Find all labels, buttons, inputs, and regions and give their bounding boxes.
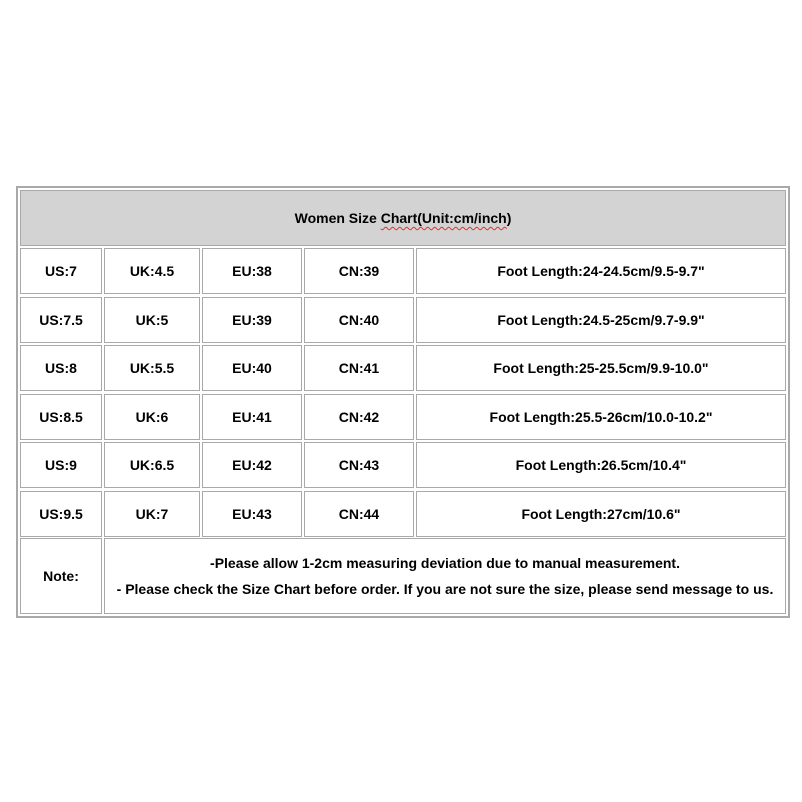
cn-size-cell: CN:43 (304, 442, 414, 488)
foot-length-cell: Foot Length:27cm/10.6" (416, 491, 786, 537)
note-line-2: - Please check the Size Chart before order. If you are not sure the size, please send message to us. (116, 581, 774, 597)
size-chart-table (16, 186, 790, 618)
note-line-1: -Please allow 1-2cm measuring deviation due to manual measurement. (210, 555, 680, 571)
eu-size-cell: EU:41 (202, 394, 302, 440)
us-size-cell: US:9.5 (20, 491, 102, 537)
cn-size-cell: CN:42 (304, 394, 414, 440)
note-text (104, 538, 786, 614)
eu-size-cell: EU:43 (202, 491, 302, 537)
size-chart-title (20, 190, 786, 246)
us-size-cell: US:7 (20, 248, 102, 294)
title-suffix: ) (506, 210, 512, 226)
note-label: Note: (20, 538, 102, 614)
cn-size-cell: CN:41 (304, 345, 414, 391)
foot-length-cell: Foot Length:24-24.5cm/9.5-9.7" (416, 248, 786, 294)
foot-length-cell: Foot Length:26.5cm/10.4" (416, 442, 786, 488)
title-prefix: Women Size (294, 210, 381, 226)
uk-size-cell: UK:5.5 (104, 345, 200, 391)
us-size-cell: US:8 (20, 345, 102, 391)
title-spellcheck-segment: Chart(Unit:cm/inch (380, 210, 507, 226)
eu-size-cell: EU:42 (202, 442, 302, 488)
foot-length-cell: Foot Length:25.5-26cm/10.0-10.2" (416, 394, 786, 440)
uk-size-cell: UK:6 (104, 394, 200, 440)
eu-size-cell: EU:39 (202, 297, 302, 343)
eu-size-cell: EU:40 (202, 345, 302, 391)
us-size-cell: US:7.5 (20, 297, 102, 343)
title-text (295, 210, 512, 226)
cn-size-cell: CN:40 (304, 297, 414, 343)
foot-length-cell: Foot Length:24.5-25cm/9.7-9.9" (416, 297, 786, 343)
uk-size-cell: UK:6.5 (104, 442, 200, 488)
uk-size-cell: UK:5 (104, 297, 200, 343)
uk-size-cell: UK:4.5 (104, 248, 200, 294)
uk-size-cell: UK:7 (104, 491, 200, 537)
foot-length-cell: Foot Length:25-25.5cm/9.9-10.0" (416, 345, 786, 391)
cn-size-cell: CN:44 (304, 491, 414, 537)
us-size-cell: US:8.5 (20, 394, 102, 440)
eu-size-cell: EU:38 (202, 248, 302, 294)
us-size-cell: US:9 (20, 442, 102, 488)
cn-size-cell: CN:39 (304, 248, 414, 294)
